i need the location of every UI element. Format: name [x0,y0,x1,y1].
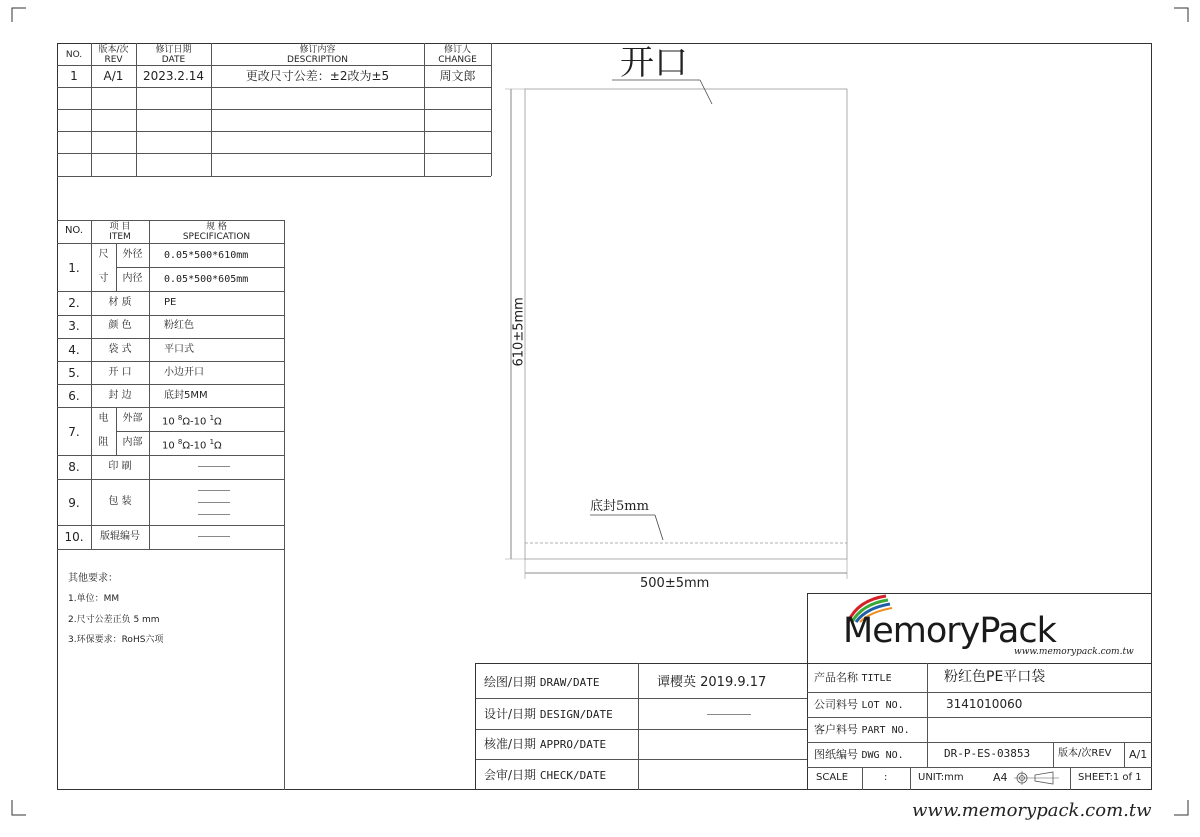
spec-value: 粉红色 [164,320,194,331]
opening-label: 开口 [620,43,688,83]
spec-row-no: 8. [68,460,80,474]
spec-sub-label: 外径 [122,249,143,260]
note-item: 2.尺寸公差正负 5 mm [68,615,160,625]
spec-item-label: 电 [98,413,109,424]
spec-item-label: 材 质 [108,297,132,308]
spec-item-label: 印 刷 [108,461,132,472]
spec-value: 底封5MM [164,390,208,401]
rev-header-change-cn: 修订人 [443,45,471,55]
rev-row-description: 更改尺寸公差：±2改为±5 [245,69,390,83]
dwg-label: 图纸编号 DWG NO. [814,748,904,761]
paper-size: A4 [993,771,1008,784]
rev-header-date-cn: 修订日期 [155,45,192,55]
rev-row-rev: A/1 [103,69,124,83]
rev-header-rev-cn: 版本/次 [98,45,129,55]
spec-row-no: 7. [68,425,80,439]
title-value: 粉红色PE平口袋 [944,669,1046,685]
spec-header-item-cn: 项 目 [109,222,131,232]
spec-item-label: 袋 式 [108,344,132,355]
note-item: 3.环保要求：RoHS六项 [68,635,164,645]
sign-value: 谭樱英 2019.9.17 [657,675,767,690]
rev-row-date: 2023.2.14 [142,69,205,83]
spec-item-label: 阻 [98,437,109,448]
spec-value-resistance-outer: 10 $^8$Ω-10 $^1$Ω [162,414,222,428]
unit-label: UNIT:mm [918,772,964,783]
rev-value: A/1 [1129,748,1148,761]
spec-item-label: 寸 [98,273,109,284]
spec-value: 0.05*500*605mm [164,274,249,285]
spec-row-no: 10. [64,530,84,544]
rev-header-desc-en: DESCRIPTION [287,55,348,65]
spec-header-no: NO. [64,225,84,236]
logo-url: www.memorypack.com.tw [1014,647,1134,657]
scale-label: SCALE [816,772,849,783]
spec-header-spec-en: SPECIFICATION [182,232,251,242]
spec-row-no: 1. [68,261,80,275]
sign-label: 会审/日期 CHECK/DATE [484,768,607,782]
title-label: 产品名称 TITLE [814,671,892,684]
sign-label: 设计/日期 DESIGN/DATE [484,707,613,721]
spec-value: 小边开口 [164,367,204,378]
rev-header-desc-cn: 修订内容 [299,45,336,55]
rev-row-no: 1 [70,69,78,83]
logo-text: MemoryPack [843,611,1056,651]
spec-sub-label: 内径 [122,273,143,284]
spec-item-label: 版辊编号 [100,531,140,542]
spec-value: 0.05*500*610mm [164,250,249,261]
rev-header-date-en: DATE [161,55,186,65]
spec-value-resistance-inner: 10 $^8$Ω-10 $^1$Ω [162,438,222,452]
spec-header-spec-cn: 规 格 [206,222,227,232]
rev-header-no: NO. [65,50,83,60]
spec-value: PE [164,297,177,308]
lot-value: 3141010060 [946,697,1023,711]
height-dimension-label: 610±5mm [511,297,527,367]
spec-row-no: 4. [68,343,80,357]
spec-sub-label: 内部 [122,437,143,448]
spec-item-label: 开 口 [108,367,132,378]
spec-row-no: 5. [68,366,80,380]
spec-item-label: 封 边 [108,390,132,401]
spec-row-no: 3. [68,319,80,333]
rev-label: 版本/次REV [1058,748,1112,759]
rev-header-rev-en: REV [104,55,123,65]
sheet-label: SHEET:1 of 1 [1078,772,1142,783]
sign-label: 核准/日期 APPRO/DATE [484,737,607,751]
spec-row-no: 9. [68,496,80,510]
rev-header-change-en: CHANGE [438,55,477,65]
dwg-value: DR-P-ES-03853 [944,747,1031,760]
lot-label: 公司料号 LOT NO. [814,698,904,711]
notes-title: 其他要求： [68,573,118,584]
spec-item-label: 尺 [98,249,109,260]
spec-row-no: 2. [68,296,80,310]
part-label: 客户料号 PART NO. [814,723,910,736]
width-dimension-label: 500±5mm [640,576,710,591]
sign-label: 绘图/日期 DRAW/DATE [484,675,600,689]
spec-value: 平口式 [164,344,194,355]
footer-url: www.memorypack.com.tw [912,800,1152,821]
note-item: 1.单位：MM [68,594,120,604]
spec-header-item-en: ITEM [109,232,131,242]
projection-symbol-icon [1013,771,1061,785]
rev-row-change: 周文郎 [439,69,476,83]
spec-row-no: 6. [68,389,80,403]
bottom-seal-label: 底封5mm [590,499,649,514]
spec-item-label: 包 装 [108,496,132,507]
scale-value: : [884,772,888,783]
spec-sub-label: 外部 [122,413,143,424]
spec-item-label: 颜 色 [108,320,132,331]
